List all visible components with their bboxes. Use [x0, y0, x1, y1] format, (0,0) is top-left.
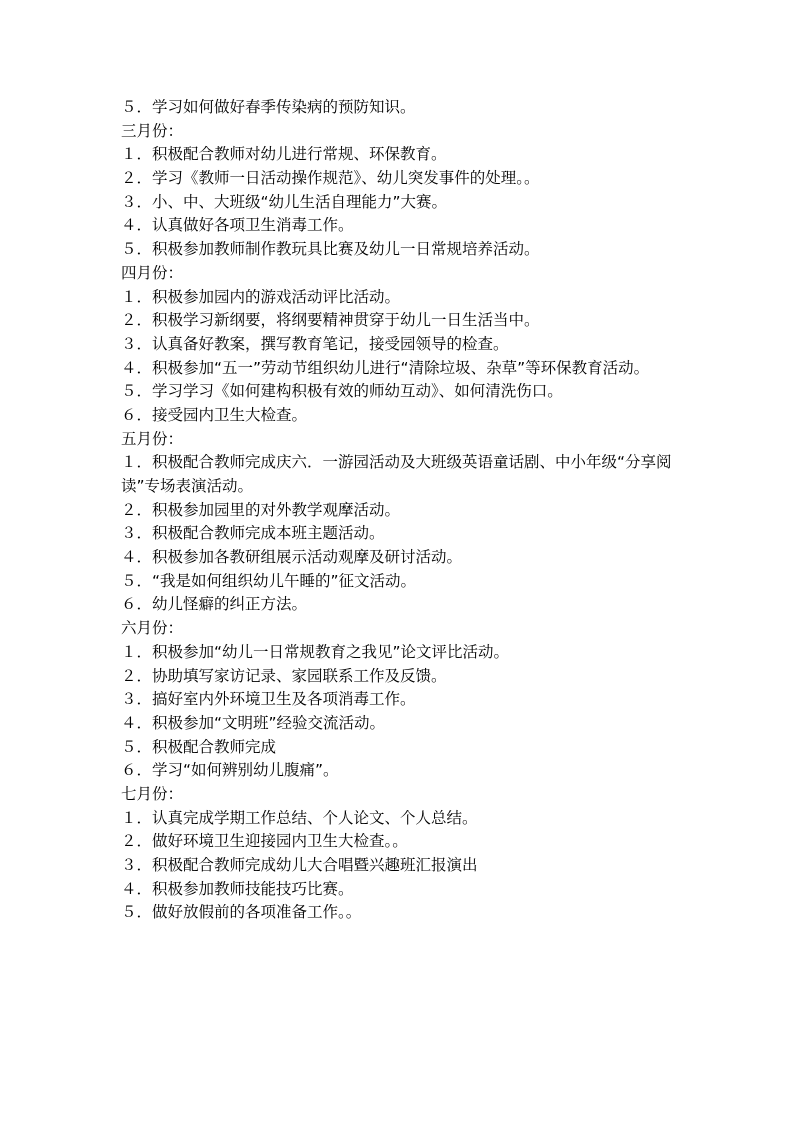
month-heading: 七月份： — [121, 784, 184, 803]
month-heading: 六月份： — [121, 619, 184, 638]
list-item: ３．小、中、大班级“幼儿生活自理能力”大赛。 — [121, 192, 448, 211]
list-item: ３．认真备好教案，撰写教育笔记，接受园领导的检查。 — [121, 334, 509, 353]
list-item: ６．学习“如何辨别幼儿腹痛”。 — [121, 761, 339, 780]
list-item: ４．积极参加教师技能技巧比赛。 — [121, 879, 354, 898]
list-item: ４．积极参加“五一”劳动节组织幼儿进行“清除垃圾、杂草”等环保教育活动。 — [121, 358, 650, 377]
list-item: ５．积极参加教师制作教玩具比赛及幼儿一日常规培养活动。 — [121, 240, 540, 259]
list-item: １．积极配合教师对幼儿进行常规、环保教育。 — [121, 145, 447, 164]
list-item: ５．积极配合教师完成 — [121, 737, 277, 756]
list-item: ６．接受园内卫生大检查。 — [121, 405, 308, 424]
list-item: １．积极参加园内的游戏活动评比活动。 — [121, 287, 401, 306]
list-item: ３．积极配合教师完成幼儿大合唱暨兴趣班汇报演出 — [121, 856, 478, 875]
list-item: ４．积极参加各教研组展示活动观摩及研讨活动。 — [121, 548, 463, 567]
list-item: ５．做好放假前的各项准备工作。。 — [121, 903, 362, 922]
list-item: ２．积极学习新纲要，将纲要精神贯穿于幼儿一日生活当中。 — [121, 311, 540, 330]
list-item: ３．搞好室内外环境卫生及各项消毒工作。 — [121, 690, 416, 709]
list-item: １．认真完成学期工作总结、个人论文、个人总结。 — [121, 808, 478, 827]
list-item: ５．学习如何做好春季传染病的预防知识。 — [121, 98, 416, 116]
list-item: ４．积极参加“文明班”经验交流活动。 — [121, 713, 386, 732]
month-heading: 四月份： — [121, 263, 184, 282]
list-item: ３．积极配合教师完成本班主题活动。 — [121, 524, 385, 543]
list-item: ２．做好环境卫生迎接园内卫生大检查。。 — [121, 832, 408, 851]
list-item: ４．认真做好各项卫生消毒工作。 — [121, 216, 354, 235]
document-page — [121, 96, 681, 925]
list-item: ５．学习学习《如何建构积极有效的师幼互动》、如何清洗伤口。 — [121, 382, 563, 401]
list-item: ５．“我是如何组织幼儿午睡的”征文活动。 — [121, 571, 417, 590]
list-item: ２．学习《教师一日活动操作规范》、幼儿突发事件的处理。。 — [121, 169, 540, 188]
month-heading: 三月份： — [121, 121, 184, 140]
list-item: １．积极配合教师完成庆六．一游园活动及大班级英语童话剧、中小年级“分享阅读”专场表演活动。 — [121, 453, 672, 496]
list-item: ２．协助填写家访记录、家园联系工作及反馈。 — [121, 666, 447, 685]
list-item: ６．幼儿怪癖的纠正方法。 — [121, 595, 308, 614]
month-heading: 五月份： — [121, 429, 184, 448]
list-item: １．积极参加“幼儿一日常规教育之我见”论文评比活动。 — [121, 642, 510, 661]
list-item: ２．积极参加园里的对外教学观摩活动。 — [121, 500, 401, 519]
